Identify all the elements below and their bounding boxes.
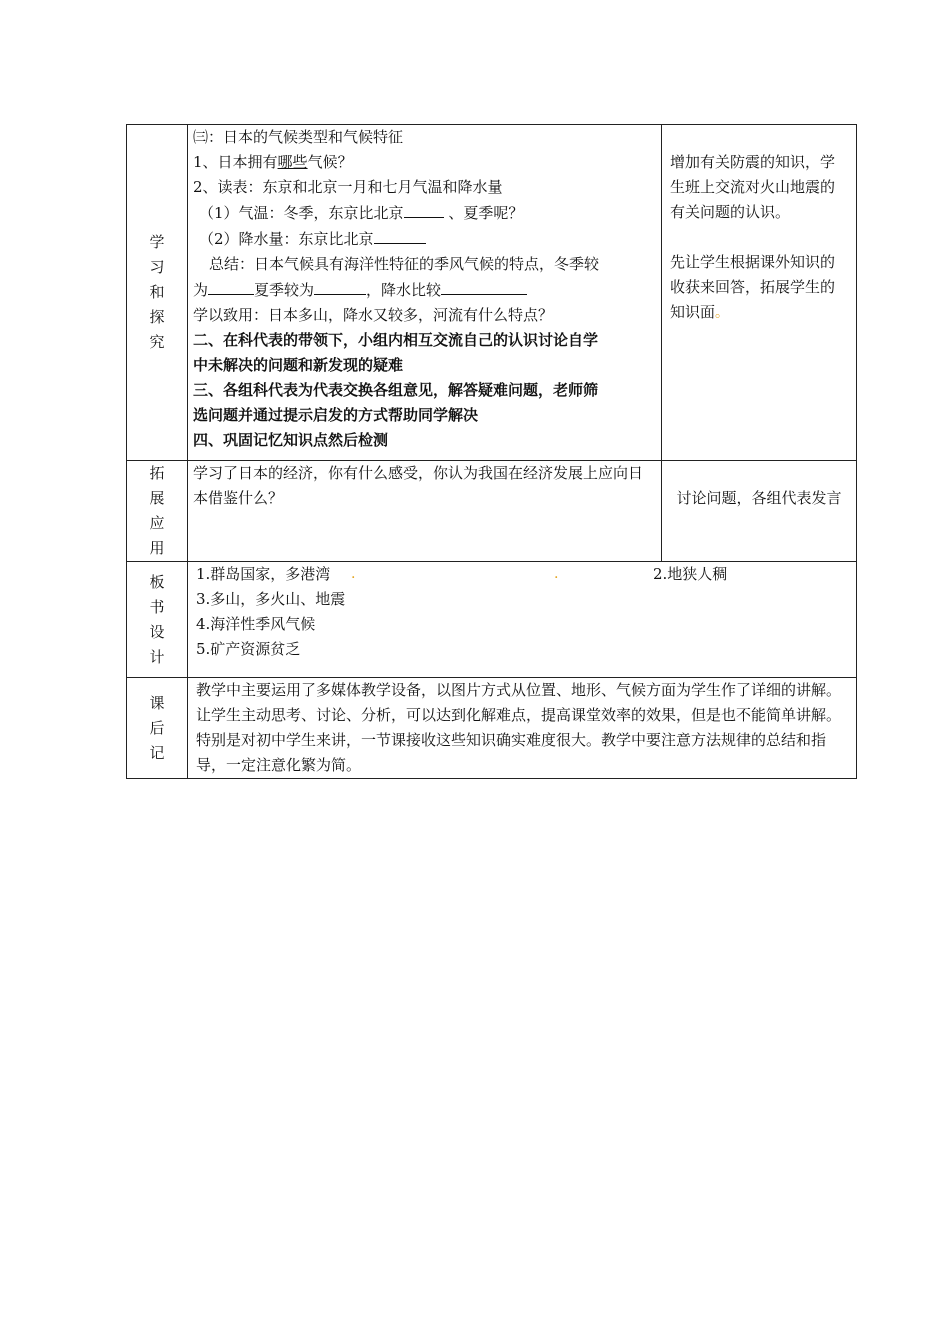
board-item-5: 5.矿产资源贫乏 [196, 640, 301, 658]
summary-line: 总结：日本气候具有海洋性特征的季风气候的特点，冬季较 [209, 255, 600, 273]
step-3-line-1: 三、各组科代表为代表交换各组意见，解答疑难问题，老师筛 [193, 381, 599, 399]
lesson-plan-table [126, 124, 857, 779]
extend-row [127, 461, 857, 562]
extend-content: 学习了日本的经济，你有什么感受，你认为我国在经济发展上应向日本借鉴什么？ [188, 461, 662, 562]
summary-blanks: 为 夏季较为 ，降水比较 [193, 277, 656, 303]
board-item-4: 4.海洋性季风气候 [196, 615, 316, 633]
precipitation-question: （2）降水量：东京比北京 [193, 226, 656, 252]
board-label-cell [127, 562, 188, 678]
study-label: 学 习 和 探 究 [149, 233, 165, 351]
board-item-3: 3.多山，多火山、地震 [196, 590, 346, 608]
after-content: 教学中主要运用了多媒体教学设备，以图片方式从位置、地形、气候方面为学生作了详细的讲解。让学生主动思考、讨论、分析，可以达到化解难点，提高课堂效率的效果，但是也不能简单讲解。特别是对初中学生来讲，一节课接收这些知识确实难度很大。教学中要注意方法规律的总结和指导，一定注意化繁为简。 [188, 678, 857, 779]
study-notes [662, 125, 857, 461]
step-3-line-2: 选问题并通过提示启发的方式帮助同学解决 [193, 406, 479, 424]
section-heading: ㈢：日本的气候类型和气候特征 [193, 128, 404, 146]
board-item-1: 1.群岛国家，多港湾 [196, 565, 331, 583]
board-label: 板 书 设 计 [149, 572, 165, 666]
after-label-cell [127, 678, 188, 779]
board-row [127, 562, 857, 678]
board-item-2: 2.地狭人稠 [653, 565, 728, 583]
question-2: 2、读表：东京和北京一月和七月气温和降水量 [193, 178, 503, 196]
study-note-1: 增加有关防震的知识，学生班上交流对火山地震的有关问题的认识。 [670, 153, 836, 221]
study-row [127, 125, 857, 461]
after-row [127, 678, 857, 779]
question-1: 1、日本拥有哪些气候？ [193, 153, 353, 171]
board-content [188, 562, 857, 678]
application-question: 学以致用：日本多山，降水又较多，河流有什么特点？ [193, 306, 554, 324]
step-2-line-2: 中未解决的问题和新发现的疑难 [193, 356, 404, 374]
step-4: 四、巩固记忆知识点然后检测 [193, 431, 389, 449]
temperature-question: （1）气温：冬季，东京比北京 、夏季呢？ [193, 200, 656, 226]
study-label-cell [127, 125, 188, 461]
step-2-line-1: 二、在科代表的带领下，小组内相互交流自己的认识讨论自学 [193, 331, 599, 349]
after-label: 课 后 记 [149, 693, 165, 762]
study-note-2: 先让学生根据课外知识的收获来回答，拓展学生的知识面。 [670, 253, 836, 321]
study-content [188, 125, 662, 461]
extend-label-cell [127, 461, 188, 562]
board-line-1: 1.群岛国家，多港湾 . . 2.地狭人稠 [196, 562, 851, 587]
extend-label: 拓 展 应 用 [149, 464, 165, 557]
extend-note: 讨论问题，各组代表发言 [662, 461, 857, 562]
